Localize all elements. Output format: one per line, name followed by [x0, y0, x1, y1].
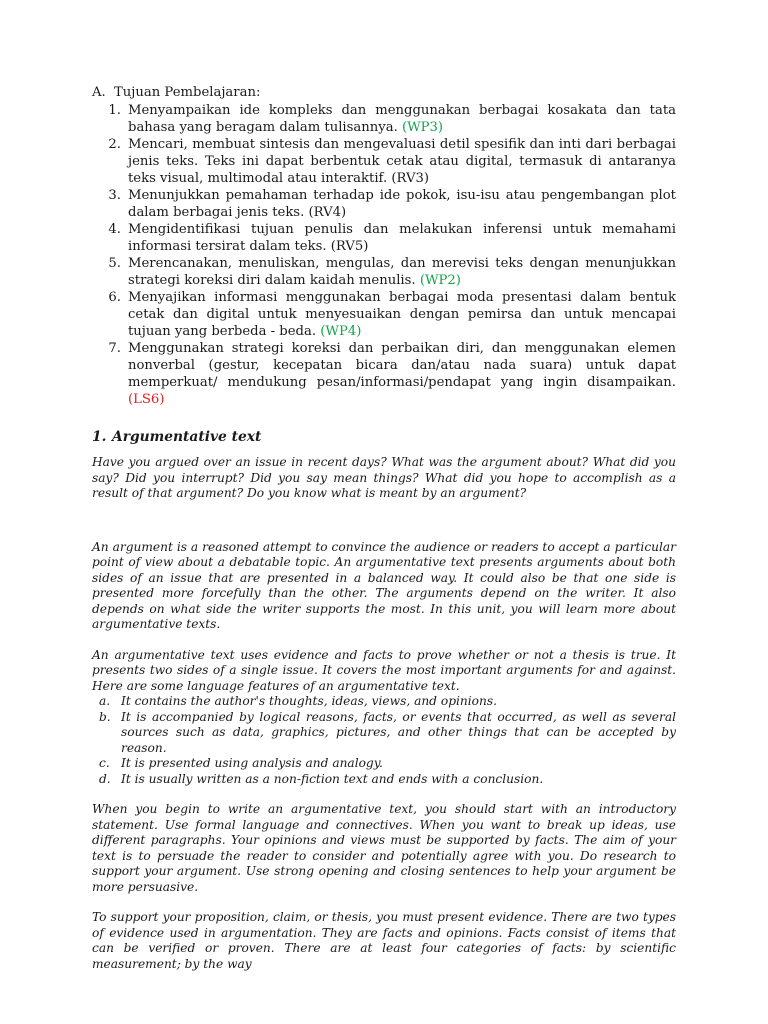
objective-item [92, 102, 676, 136]
learning-objectives-section [92, 84, 676, 408]
list-item-text: It is presented using analysis and analogy. [121, 756, 383, 770]
objective-item [92, 340, 676, 408]
section-a-title: Tujuan Pembelajaran: [114, 85, 261, 100]
objective-code-tag: (LS6) [128, 392, 165, 407]
objective-text: Menyajikan informasi menggunakan berbagai moda presentasi dalam bentuk cetak dan digital untuk menyesuaikan dengan pemirsa dan untuk mencapai tujuan yang berbeda - beda. (WP4) [128, 290, 676, 339]
definition-paragraph: An argument is a reasoned attempt to convince the audience or readers to accept a particular point of view about a debatable topic. An argumentative text presents arguments about both sides of an issue that are presented in a balanced way. It could also be that one side is presented more forcefully than the other. The arguments depend on the writer. It also depends on what side the writer supports the most. In this unit, you will learn more about argumentative texts. [92, 539, 676, 631]
list-item-text: It contains the author's thoughts, ideas, views, and opinions. [121, 694, 497, 708]
argumentative-text-heading [92, 429, 676, 445]
section-1-title: Argumentative text [112, 429, 262, 445]
objective-code-tag: (WP4) [320, 324, 362, 339]
objective-code-tag: (RV3) [391, 171, 430, 186]
objective-number: 1. [108, 103, 121, 118]
objective-code-tag: (RV5) [330, 239, 369, 254]
list-item [92, 710, 676, 757]
objective-item [92, 255, 676, 289]
section-a-heading [92, 84, 676, 101]
list-item-letter: d. [99, 771, 111, 786]
list-item-text: It is accompanied by logical reasons, facts, or events that occurred, as well as several sources such as data, graphics, pictures, and other things that can be accepted by reason. [121, 709, 676, 755]
document-page [92, 84, 676, 972]
list-item [92, 772, 676, 788]
objective-number: 2. [108, 137, 121, 152]
language-features-list [92, 694, 676, 787]
features-intro-paragraph: An argumentative text uses evidence and facts to prove whether or not a thesis is true. It presents two sides of a single issue. It covers the most important arguments for and against. Here are some language features of an argumentative text. [92, 647, 676, 693]
objective-number: 6. [108, 290, 121, 305]
list-item [92, 756, 676, 772]
objective-number: 7. [108, 341, 121, 356]
objective-item [92, 221, 676, 255]
list-item-letter: a. [99, 694, 111, 708]
section-1-number: 1. [92, 429, 107, 445]
list-item-text: It is usually written as a non-fiction text and ends with a conclusion. [121, 771, 544, 786]
objective-item [92, 136, 676, 187]
objective-number: 5. [108, 256, 121, 271]
objective-code-tag: (WP2) [419, 273, 461, 288]
list-item-letter: c. [99, 756, 110, 770]
objective-text: Mencari, membuat sintesis dan mengevaluasi detil spesifik dan inti dari berbagai jenis teks. Teks ini dapat berbentuk cetak atau digital, termasuk di antaranya teks visual, multimodal atau interaktif. (RV3) [128, 137, 676, 186]
list-item-letter: b. [99, 709, 111, 724]
section-a-label: A. [92, 85, 106, 100]
objective-text: Menunjukkan pemahaman terhadap ide pokok, isu-isu atau pengembangan plot dalam berbagai jenis teks. (RV4) [128, 188, 676, 220]
objective-item [92, 187, 676, 221]
list-item [92, 694, 676, 710]
objective-text: Menyampaikan ide kompleks dan menggunakan berbagai kosakata dan tata bahasa yang beragam dalam tulisannya. (WP3) [128, 103, 676, 135]
intro-paragraph: Have you argued over an issue in recent days? What was the argument about? What did you say? Did you interrupt? Did you say mean things? What did you hope to accomplish as a result of that argument? Do you know what is meant by an argument? [92, 455, 676, 500]
objective-code-tag: (RV4) [308, 205, 347, 220]
objective-text: Mengidentifikasi tujuan penulis dan melakukan inferensi untuk memahami informasi tersirat dalam teks. (RV5) [128, 222, 676, 254]
evidence-paragraph: To support your proposition, claim, or thesis, you must present evidence. There are two types of evidence used in argumentation. They are facts and opinions. Facts consist of items that can be verified or proven. There are at least four categories of facts: by scientific measurement; by the way [92, 910, 676, 971]
objective-code-tag: (WP3) [401, 120, 444, 135]
objective-number: 4. [108, 222, 121, 237]
objective-text: Merencanakan, menuliskan, mengulas, dan merevisi teks dengan menunjukkan strategi koreksi diri dalam kaidah menulis. (WP2) [128, 256, 676, 288]
objective-item [92, 289, 676, 340]
objective-text: Menggunakan strategi koreksi dan perbaikan diri, dan menggunakan elemen nonverbal (gestur, kecepatan bicara dan/atau nada suara) untuk dapat memperkuat/ mendukung pesan/informasi/pendapat yang ingin disampaikan. (LS6) [128, 341, 676, 407]
objective-number: 3. [108, 188, 121, 203]
writing-guidance-paragraph: When you begin to write an argumentative text, you should start with an introductory statement. Use formal language and connectives. When you want to break up ideas, use different paragraphs. Your opinions and views must be supported by facts. The aim of your text is to persuade the reader to consider and potentially agree with you. Do research to support your argument. Use strong opening and closing sentences to help your argument be more persuasive. [92, 802, 676, 894]
